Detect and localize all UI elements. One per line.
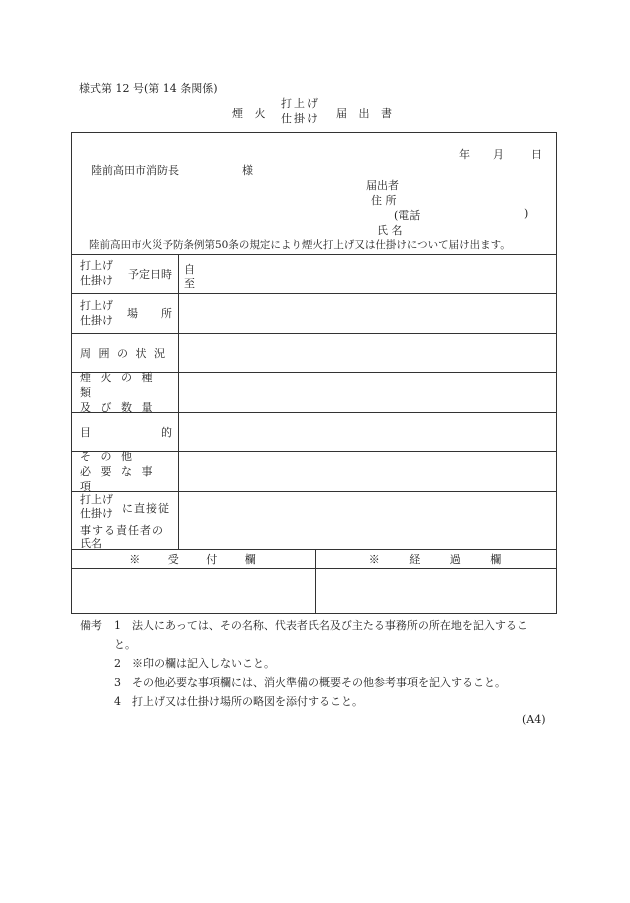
surroundings-label: 周 囲 の 状 況 (80, 346, 167, 360)
declaration: 陸前高田市火災予防条例第50条の規定により煙火打上げ又は仕掛けについて届け出ます。 (89, 239, 511, 251)
date-day: 日 (531, 148, 542, 161)
responsible-line3: 氏名 (80, 537, 102, 550)
honorific: 様 (242, 164, 253, 177)
place-label-a: 場 (127, 307, 138, 320)
note-2-num: 2 (114, 657, 121, 670)
note-4-text: 打上げ又は仕掛け場所の略図を添付すること。 (132, 695, 363, 708)
form-number: 様式第 12 号(第 14 条関係) (79, 82, 218, 95)
row-fireworks-label (80, 372, 174, 412)
note-4 (114, 693, 363, 709)
title-left: 煙 火 (232, 107, 270, 120)
reception-header (72, 550, 315, 568)
progress-header-text: ※ 経 過 欄 (368, 553, 504, 566)
responsible-line2: 事する責任者の (80, 524, 164, 537)
other-line2: 必 要 な 事 項 (80, 464, 156, 493)
other-line1: そ の 他 (80, 449, 135, 463)
note-2 (114, 655, 275, 671)
scheduled-stack-bottom: 仕掛け (80, 274, 113, 287)
scheduled-from: 自 (184, 263, 195, 276)
progress-header (316, 550, 556, 568)
place-label-b: 所 (161, 307, 172, 320)
responsible-stack-top: 打上げ (80, 493, 113, 506)
fireworks-line2: 及 び 数 量 (80, 400, 156, 414)
note-1-cont: と。 (114, 638, 136, 651)
progress-cell[interactable] (317, 569, 556, 612)
row-place-label (80, 293, 172, 333)
place-input[interactable] (179, 294, 556, 333)
address-label: 住 所 (371, 194, 397, 207)
phone-close: ) (524, 207, 529, 220)
note-3-text: その他必要な事項欄には、消火準備の概要その他参考事項を記入すること。 (132, 676, 506, 689)
note-1 (114, 617, 528, 633)
scheduled-stack-top: 打上げ (80, 259, 113, 272)
note-2-text: ※印の欄は記入しないこと。 (132, 657, 275, 670)
responsible-stack-bottom: 仕掛け (80, 507, 113, 520)
scheduled-input[interactable] (179, 255, 556, 293)
scheduled-to: 至 (184, 277, 195, 290)
reception-header-text: ※ 受 付 欄 (129, 553, 258, 566)
other-input[interactable] (179, 452, 556, 491)
surroundings-input[interactable] (179, 334, 556, 372)
paper-size: (A4) (522, 713, 546, 726)
responsible-input[interactable] (179, 492, 556, 549)
responsible-line1-rest: に直接従 (122, 502, 170, 515)
row-surroundings-label (80, 333, 172, 372)
form-table (71, 132, 557, 614)
note-1-num: 1 (114, 619, 121, 632)
fireworks-input[interactable] (179, 373, 556, 412)
note-3 (114, 674, 506, 690)
row-responsible-label (80, 493, 176, 550)
place-stack-top: 打上げ (80, 298, 113, 312)
note-1-text: 法人にあっては、その名称、代表者氏名及び主たる事務所の所在地を記入するこ (132, 619, 528, 632)
title-stack-top: 打上げ (281, 97, 320, 110)
row-other-label (80, 451, 174, 491)
reception-cell[interactable] (73, 569, 314, 612)
date-month: 月 (493, 148, 504, 161)
fireworks-line1: 煙 火 の 種 類 (80, 370, 156, 399)
note-4-num: 4 (114, 695, 121, 708)
row-purpose-label (80, 412, 172, 451)
place-stack-bottom: 仕掛け (80, 313, 113, 327)
purpose-label-b: 的 (161, 425, 172, 439)
name-label: 氏 名 (377, 224, 403, 237)
title-stack (281, 98, 320, 125)
phone-label: (電話 (394, 209, 421, 222)
addressee: 陸前高田市消防長 (91, 164, 179, 177)
notifier-label: 届出者 (366, 179, 399, 192)
row-scheduled-label (80, 254, 172, 293)
scheduled-label: 予定日時 (128, 267, 172, 281)
purpose-input[interactable] (179, 413, 556, 451)
date-year: 年 (459, 148, 470, 161)
title-right: 届 出 書 (336, 107, 396, 120)
title-stack-bottom: 仕掛け (281, 112, 320, 125)
note-3-num: 3 (114, 676, 121, 689)
purpose-label-a: 目 (80, 425, 91, 439)
notes-label: 備考 (80, 619, 102, 632)
